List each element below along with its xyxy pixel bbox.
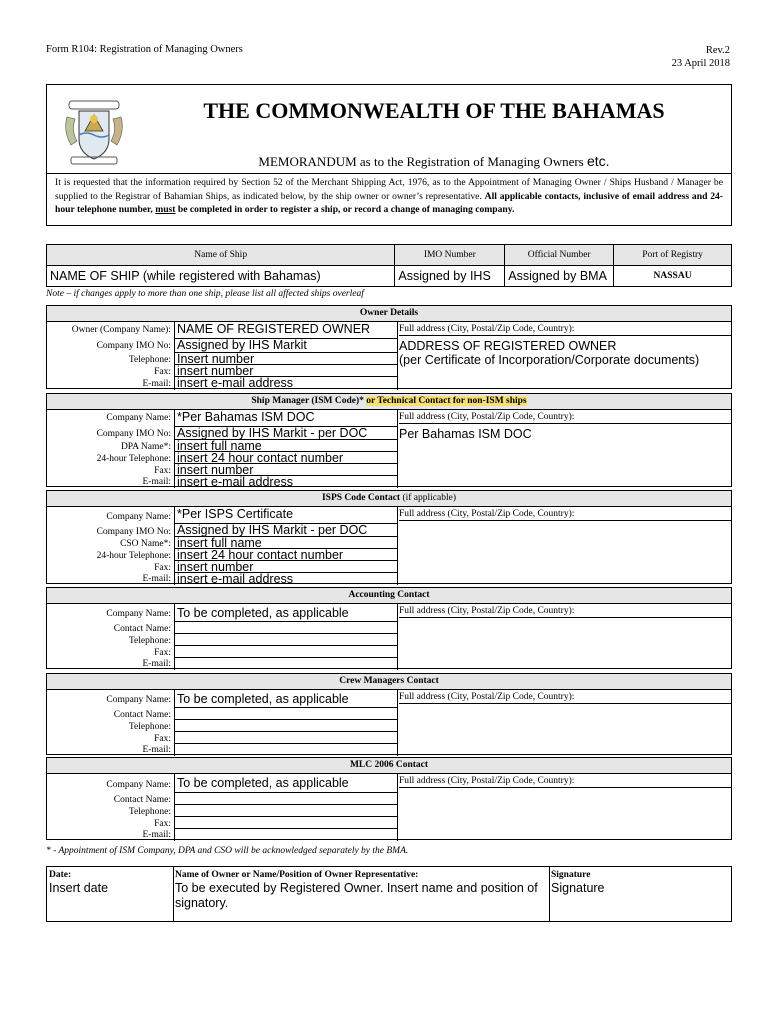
manager-values — [174, 410, 398, 488]
manager-dpa-field[interactable]: insert full name — [175, 440, 397, 452]
isps-values — [174, 507, 398, 585]
form-title: Form R104: Registration of Managing Owners — [46, 44, 243, 55]
isps-section — [46, 490, 732, 584]
accounting-company-label: Company Name: — [106, 609, 171, 619]
mlc-address-label: Full address (City, Postal/Zip Code, Country): — [399, 776, 731, 788]
isps-24h-field[interactable]: insert 24 hour contact number — [175, 549, 397, 561]
ship-name-field[interactable]: NAME OF SHIP (while registered with Bahamas) — [47, 266, 395, 287]
mlc-fax-label: Fax: — [154, 819, 171, 829]
owner-fax-field[interactable]: insert number — [175, 365, 397, 377]
mlc-company-label: Company Name: — [106, 780, 171, 790]
crew-managers-header: Crew Managers Contact — [47, 674, 731, 690]
isps-imo-label: Company IMO No: — [96, 527, 171, 537]
official-number-field[interactable]: Assigned by BMA — [505, 266, 614, 287]
crew-company-label: Company Name: — [106, 695, 171, 705]
isps-header — [47, 491, 731, 507]
accounting-email-label: E-mail: — [142, 659, 171, 669]
owner-email-label: E-mail: — [142, 379, 171, 389]
manager-email-field[interactable]: insert e-mail address — [177, 476, 294, 488]
manager-address-label: Full address (City, Postal/Zip Code, Country): — [399, 412, 731, 424]
ship-name-header: Name of Ship — [47, 245, 395, 266]
isps-imo-field[interactable]: Assigned by IHS Markit - per DOC — [175, 524, 397, 537]
ship-manager-section — [46, 393, 732, 487]
crew-managers-section — [46, 673, 732, 755]
crew-fax-field[interactable] — [175, 732, 397, 744]
mlc-contact-label: Contact Name: — [113, 795, 171, 805]
crew-managers-body — [47, 690, 731, 756]
representative-field[interactable]: To be executed by Registered Owner. Insert name and position of signatory. — [175, 881, 538, 910]
accounting-body — [47, 604, 731, 670]
mlc-company-field[interactable]: To be completed, as applicable — [175, 774, 397, 793]
owner-details-body — [47, 322, 731, 390]
accounting-header: Accounting Contact — [47, 588, 731, 604]
memorandum-text: MEMORANDUM as to the Registration of Managing Owners — [258, 154, 584, 169]
manager-imo-label: Company IMO No: — [96, 429, 171, 439]
isps-address-label: Full address (City, Postal/Zip Code, Country): — [399, 509, 731, 521]
accounting-section — [46, 587, 732, 669]
mlc-email-label: E-mail: — [142, 830, 171, 840]
accounting-telephone-field[interactable] — [175, 634, 397, 646]
ship-manager-title-highlight: or Technical Contact for non-ISM ships — [366, 396, 527, 406]
signature-field[interactable]: Signature — [551, 881, 605, 895]
accounting-fax-label: Fax: — [154, 648, 171, 658]
official-number-header: Official Number — [505, 245, 614, 266]
crew-address[interactable] — [397, 690, 731, 756]
intro-text-2: All applicable contacts, inclusive of email address and 24-hour telephone number, — [55, 190, 723, 215]
footnote: * - Appointment of ISM Company, DPA and CSO will be acknowledged separately by the BMA. — [46, 846, 409, 856]
isps-email-label: E-mail: — [142, 574, 171, 584]
mlc-telephone-field[interactable] — [175, 805, 397, 817]
signature-cell[interactable] — [549, 867, 731, 921]
owner-email-field[interactable]: insert e-mail address — [177, 377, 294, 390]
isps-email-field[interactable]: insert e-mail address — [177, 573, 294, 585]
port-header: Port of Registry — [614, 245, 732, 266]
crew-company-field[interactable]: To be completed, as applicable — [175, 690, 397, 708]
imo-header: IMO Number — [395, 245, 505, 266]
manager-dpa-label: DPA Name*: — [120, 442, 171, 452]
crew-address-label: Full address (City, Postal/Zip Code, Country): — [399, 692, 731, 704]
owner-address-label: Full address (City, Postal/Zip Code, Country): — [399, 324, 731, 336]
crew-telephone-field[interactable] — [175, 720, 397, 732]
crew-contact-field[interactable] — [175, 708, 397, 720]
isps-24h-label: 24-hour Telephone: — [96, 551, 171, 561]
owner-company-label: Owner (Company Name): — [71, 325, 171, 335]
manager-address-line-1: Per Bahamas ISM DOC — [399, 427, 532, 441]
port-field[interactable]: NASSAU — [614, 266, 732, 287]
crew-telephone-label: Telephone: — [128, 722, 171, 732]
ships-note: Note – if changes apply to more than one ship, please list all affected ships overleaf — [46, 289, 364, 299]
imo-field[interactable]: Assigned by IHS — [395, 266, 505, 287]
revision-block — [672, 44, 730, 70]
ship-manager-header — [47, 394, 731, 410]
accounting-values — [174, 604, 398, 670]
crew-values — [174, 690, 398, 756]
owner-details-section — [46, 305, 732, 389]
isps-cso-label: CSO Name*: — [120, 539, 171, 549]
isps-body — [47, 507, 731, 585]
memorandum-etc: etc. — [587, 153, 610, 169]
representative-cell[interactable] — [173, 867, 550, 921]
owner-company-field[interactable]: NAME OF REGISTERED OWNER — [175, 322, 397, 339]
mlc-email-field[interactable] — [175, 829, 397, 841]
accounting-contact-label: Contact Name: — [113, 624, 171, 634]
accounting-company-field[interactable]: To be completed, as applicable — [175, 604, 397, 622]
accounting-telephone-label: Telephone: — [128, 636, 171, 646]
owner-fax-label: Fax: — [154, 367, 171, 377]
isps-company-field[interactable]: *Per ISPS Certificate — [175, 507, 397, 524]
signature-block — [46, 866, 732, 922]
owner-address-line-2: (per Certificate of Incorporation/Corporate documents) — [399, 353, 700, 367]
owner-values — [174, 322, 398, 390]
manager-address[interactable] — [397, 410, 731, 488]
mlc-section — [46, 757, 732, 840]
ship-manager-title: Ship Manager (ISM Code)* — [251, 396, 364, 406]
isps-title-suffix: (if applicable) — [402, 493, 457, 503]
manager-imo-field[interactable]: Assigned by IHS Markit - per DOC — [175, 427, 397, 440]
isps-title: ISPS Code Contact — [321, 493, 401, 503]
manager-email-label: E-mail: — [142, 477, 171, 487]
isps-cso-field[interactable]: insert full name — [175, 537, 397, 549]
owner-imo-label: Company IMO No: — [96, 341, 171, 351]
isps-fax-label: Fax: — [154, 563, 171, 573]
accounting-address-label: Full address (City, Postal/Zip Code, Country): — [399, 606, 731, 618]
mlc-contact-field[interactable] — [175, 793, 397, 805]
accounting-address[interactable] — [397, 604, 731, 670]
date-cell[interactable] — [47, 867, 174, 921]
manager-24h-label: 24-hour Telephone: — [96, 454, 171, 464]
intro-paragraph — [47, 173, 731, 226]
mlc-values — [174, 774, 398, 841]
owner-telephone-field[interactable]: Insert number — [175, 353, 397, 365]
owner-address[interactable] — [397, 322, 731, 390]
owner-details-header: Owner Details — [47, 306, 731, 322]
memorandum-line — [47, 153, 731, 170]
manager-24h-field[interactable]: insert 24 hour contact number — [175, 452, 397, 464]
isps-address[interactable] — [397, 507, 731, 585]
date-field[interactable]: Insert date — [49, 881, 109, 895]
mlc-body — [47, 774, 731, 841]
accounting-email-field[interactable] — [175, 658, 397, 670]
isps-company-label: Company Name: — [106, 512, 171, 522]
mlc-address[interactable] — [397, 774, 731, 841]
owner-imo-field[interactable]: Assigned by IHS Markit — [175, 339, 397, 353]
crew-email-label: E-mail: — [142, 745, 171, 755]
intro-must: must — [155, 204, 176, 215]
date-label: Date: — [49, 870, 72, 880]
ship-manager-body — [47, 410, 731, 488]
signature-label: Signature — [551, 870, 591, 880]
owner-address-line-1: ADDRESS OF REGISTERED OWNER — [399, 339, 617, 353]
manager-fax-label: Fax: — [154, 466, 171, 476]
accounting-fax-field[interactable] — [175, 646, 397, 658]
manager-company-field[interactable]: *Per Bahamas ISM DOC — [175, 410, 397, 427]
manager-company-label: Company Name: — [106, 413, 171, 423]
revision-date: 23 April 2018 — [671, 58, 730, 69]
mlc-fax-field[interactable] — [175, 817, 397, 829]
intro-text-3: be completed in order to register a ship, or record a change of managing company. — [177, 204, 515, 215]
crew-contact-label: Contact Name: — [113, 710, 171, 720]
mlc-header: MLC 2006 Contact — [47, 758, 731, 774]
accounting-contact-field[interactable] — [175, 622, 397, 634]
revision: Rev.2 — [705, 45, 730, 56]
intro-text-1: It is requested that the information required by Section 52 of the Merchant Shipping Act, 1976, as to the Appointment of Managing Owner / Ships Husband / Manager be supplied to the Registrar of Bahamian Ships, as indicated below, by the ship owner or owner’s representative. — [55, 177, 723, 202]
title-box — [46, 84, 732, 226]
representative-label: Name of Owner or Name/Position of Owner Representative: — [175, 870, 419, 880]
main-title: THE COMMONWEALTH OF THE BAHAMAS — [203, 98, 665, 123]
isps-fax-field[interactable]: insert number — [175, 561, 397, 573]
ship-table — [46, 244, 732, 287]
manager-fax-field[interactable]: insert number — [175, 464, 397, 476]
crew-fax-label: Fax: — [154, 734, 171, 744]
owner-telephone-label: Telephone: — [128, 355, 171, 365]
mlc-telephone-label: Telephone: — [128, 807, 171, 817]
crew-email-field[interactable] — [175, 744, 397, 756]
